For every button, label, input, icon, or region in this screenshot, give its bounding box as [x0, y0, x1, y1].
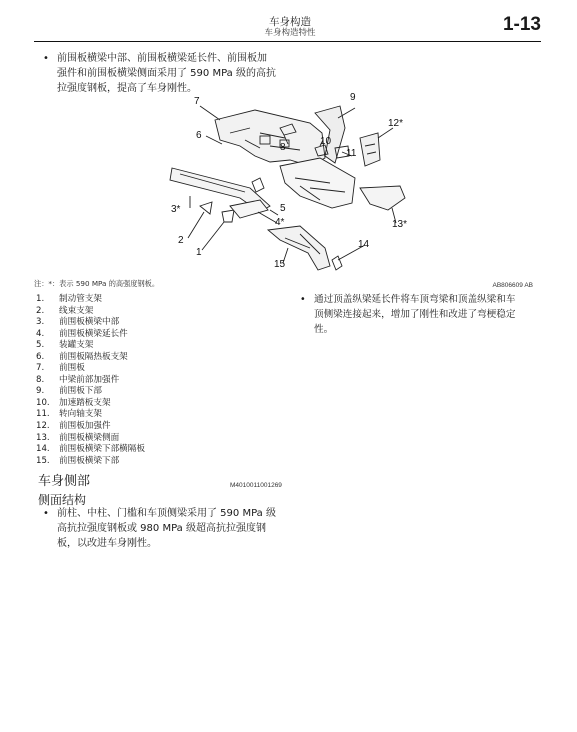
list-item-number: 11. [36, 409, 50, 420]
parts-list [36, 294, 145, 467]
list-item [36, 329, 145, 341]
callout-8: 8 [280, 142, 286, 153]
list-item-number: 5. [36, 340, 45, 351]
section-code: M4010011001269 [230, 482, 282, 489]
list-item-label: 前围板加强件 [59, 421, 111, 432]
list-item [36, 375, 145, 387]
callout-12: 12* [388, 118, 404, 129]
header-rule [34, 41, 541, 42]
list-item [36, 294, 145, 306]
list-item [36, 363, 145, 375]
list-item [36, 433, 145, 445]
list-item [36, 340, 145, 352]
list-item-label: 前围板横梁下部 [59, 455, 120, 466]
list-item-number: 3. [36, 317, 45, 328]
callout-6: 6 [196, 130, 202, 141]
list-item [36, 398, 145, 410]
list-item [36, 456, 145, 468]
list-item-label: 前围板横梁中部 [59, 317, 120, 328]
callout-9: 9 [350, 92, 356, 103]
list-item [36, 306, 145, 318]
list-item [36, 386, 145, 398]
list-item [36, 317, 145, 329]
figure-note: 注：*：表示 590 MPa 的高强度钢板。 [34, 279, 160, 288]
right-bullet-line: 通过顶盖纵梁延长件将车顶弯梁和顶盖纵梁和车 [314, 294, 516, 305]
list-item-number: 1. [36, 294, 45, 304]
right-bullet-line: 性。 [314, 324, 334, 335]
callout-10: 10 [320, 136, 332, 147]
list-item-label: 前围板隔热板支架 [59, 351, 128, 362]
list-item-number: 15. [36, 455, 50, 466]
list-item-label: 中梁前部加强件 [59, 374, 120, 385]
right-bullet [300, 292, 546, 337]
section-subheading: 侧面结构 [38, 493, 87, 507]
bullet-symbol: • [43, 508, 49, 519]
section-bullet-line: 高抗拉强度钢板或 980 MPa 级超高抗拉强度钢 [57, 523, 266, 534]
callout-5: 5 [280, 203, 286, 214]
header-subtitle: 车身构造特性 [264, 28, 316, 38]
list-item-number: 6. [36, 351, 45, 362]
callout-13: 13* [392, 219, 408, 230]
list-item-label: 前围板横梁下部横隔板 [59, 444, 145, 455]
intro-line: 前围板横梁中部、前围板横梁延长件、前围板加 [57, 53, 267, 64]
dash-panel-exploded-illustration [160, 88, 420, 278]
callout-4: 4* [275, 217, 285, 228]
list-item-label: 线束支架 [59, 305, 94, 316]
section-heading: 车身侧部 [38, 474, 91, 489]
header-title: 车身构造 [269, 16, 311, 28]
list-item-number: 4. [36, 328, 45, 339]
list-item-number: 9. [36, 386, 45, 397]
callout-2: 2 [178, 235, 184, 246]
section-bullet-line: 前柱、中柱、门槛和车顶侧梁采用了 590 MPa 级 [57, 508, 276, 519]
list-item [36, 352, 145, 364]
list-item-label: 前围板横梁侧面 [59, 432, 120, 443]
page-number: 1-13 [502, 14, 541, 35]
bullet-symbol: • [43, 53, 49, 64]
list-item [36, 409, 145, 421]
list-item-label: 前围板 [59, 363, 85, 374]
list-item-label: 装罐支架 [59, 340, 94, 351]
list-item-number: 10. [36, 397, 50, 408]
list-item-number: 14. [36, 444, 50, 455]
list-item-label: 前围板横梁延长件 [59, 328, 128, 339]
section-bullet [43, 506, 297, 551]
callout-7: 7 [194, 96, 200, 107]
list-item [36, 421, 145, 433]
intro-line: 拉强度钢板，提高了车身刚性。 [57, 83, 197, 94]
callout-1: 1 [196, 247, 202, 258]
bullet-symbol: • [300, 294, 306, 305]
figure-code: AB806609 AB [492, 282, 533, 289]
list-item-number: 7. [36, 363, 45, 374]
list-item-label: 前围板下部 [59, 386, 102, 397]
list-item-number: 8. [36, 374, 45, 385]
list-item-number: 2. [36, 305, 45, 316]
list-item-label: 制动管支架 [59, 294, 102, 304]
list-item-label: 加速踏板支架 [59, 397, 111, 408]
callout-14: 14 [358, 239, 370, 250]
right-bullet-line: 顶侧梁连接起来，增加了刚性和改进了弯梗稳定 [314, 309, 516, 320]
section-bullet-line: 板，以改进车身刚性。 [57, 538, 157, 549]
list-item-number: 12. [36, 421, 50, 432]
list-item-label: 转向轴支架 [59, 409, 102, 420]
callout-3: 3* [171, 204, 181, 215]
list-item [36, 444, 145, 456]
callout-15: 15 [274, 259, 286, 270]
list-item-number: 13. [36, 432, 50, 443]
intro-line: 强件和前围板横梁侧面采用了 590 MPa 级的高抗 [57, 68, 276, 79]
callout-11: 11 [346, 148, 357, 159]
